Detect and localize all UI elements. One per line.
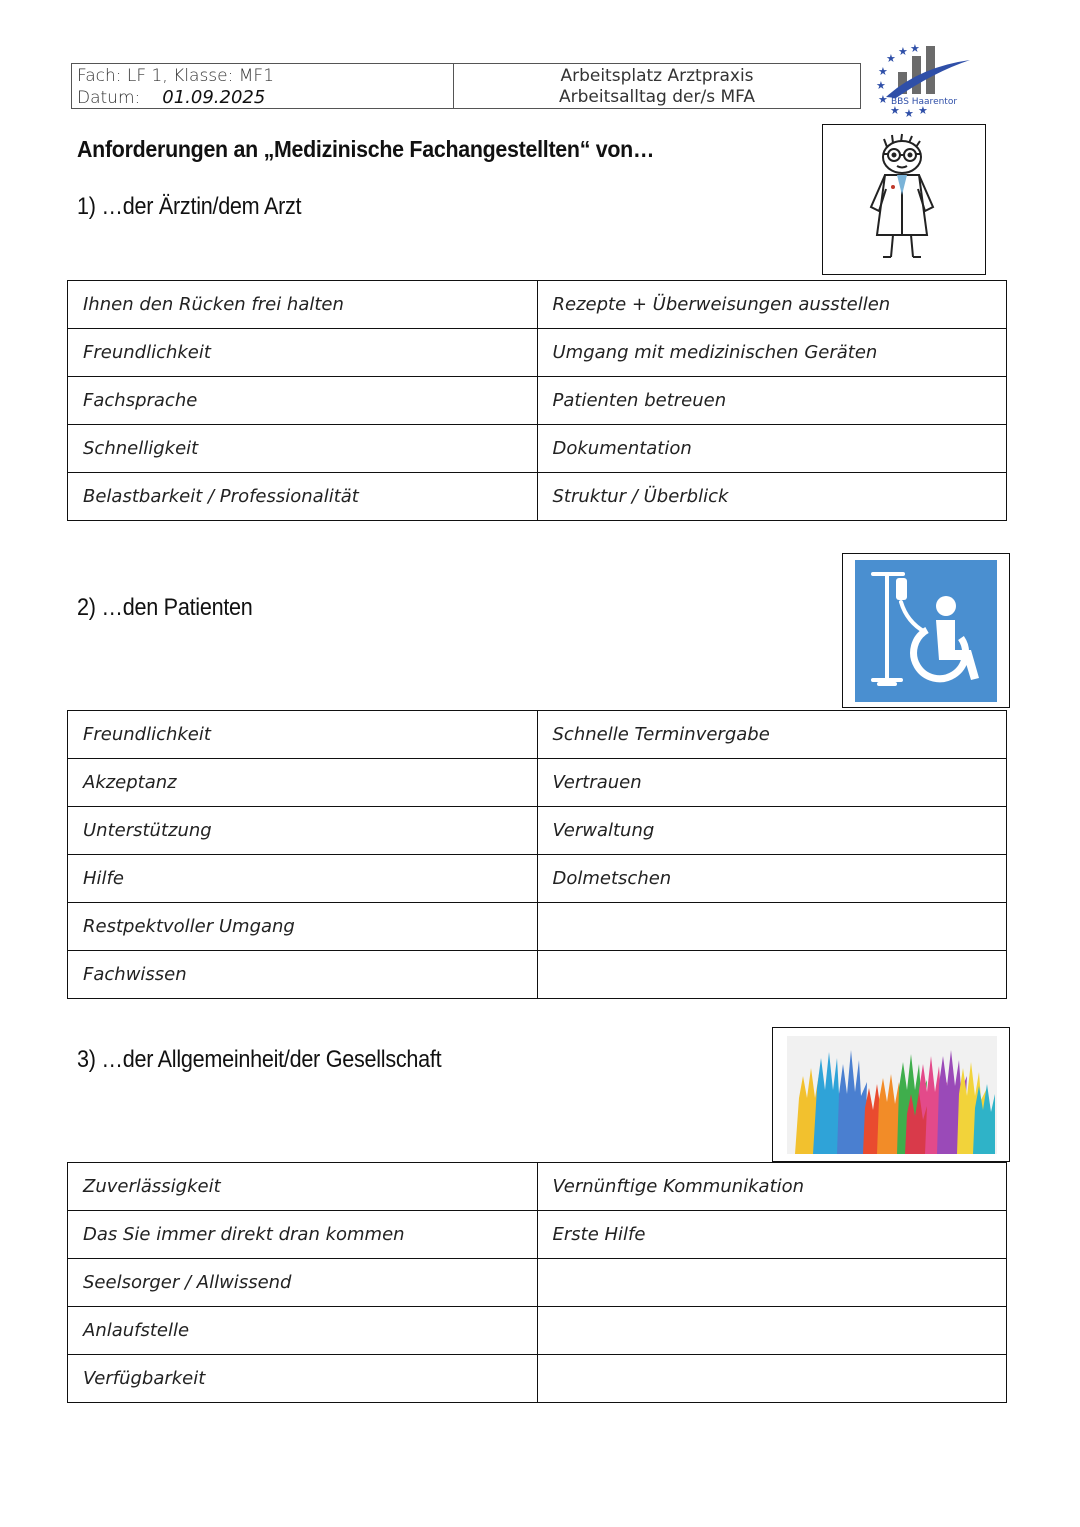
cell: Ihnen den Rücken frei halten	[68, 281, 538, 329]
cell	[537, 1307, 1007, 1355]
topic-line-2: Arbeitsalltag der/s MFA	[559, 87, 755, 107]
svg-text:★: ★	[910, 42, 920, 55]
table-row	[68, 1259, 1007, 1307]
svg-text:★: ★	[886, 52, 896, 65]
cell	[537, 903, 1007, 951]
cell: Freundlichkeit	[68, 329, 538, 377]
section-1-title: 1) …der Ärztin/dem Arzt	[77, 193, 302, 220]
cell	[537, 1259, 1007, 1307]
cell: Rezepte + Überweisungen ausstellen	[537, 281, 1007, 329]
table-row	[68, 329, 1007, 377]
header-right	[454, 64, 860, 108]
svg-text:★: ★	[878, 93, 888, 106]
svg-text:★: ★	[898, 45, 908, 58]
raised-hands-icon	[773, 1028, 1008, 1160]
svg-text:★: ★	[876, 79, 886, 92]
topic-line-1: Arbeitsplatz Arztpraxis	[560, 66, 754, 86]
section-2-title: 2) …den Patienten	[77, 594, 253, 621]
doctor-icon	[823, 125, 984, 273]
cell: Dokumentation	[537, 425, 1007, 473]
cell: Das Sie immer direkt dran kommen	[68, 1211, 538, 1259]
cell: Freundlichkeit	[68, 711, 538, 759]
cell: Hilfe	[68, 855, 538, 903]
svg-text:★: ★	[904, 107, 914, 120]
svg-text:★: ★	[890, 104, 900, 117]
table-row	[68, 711, 1007, 759]
subject-line: Fach: LF 1, Klasse: MF1	[77, 66, 275, 86]
table-row	[68, 1163, 1007, 1211]
svg-text:★: ★	[878, 65, 888, 78]
doctor-image	[822, 124, 986, 275]
svg-text:★: ★	[918, 104, 928, 117]
patient-image	[842, 553, 1010, 708]
cell: Verfügbarkeit	[68, 1355, 538, 1403]
table-row	[68, 1355, 1007, 1403]
table-doctor	[67, 280, 1007, 521]
table-patients	[67, 710, 1007, 999]
date-value: 01.09.2025	[162, 87, 266, 108]
wheelchair-iv-icon	[843, 554, 1008, 706]
cell: Dolmetschen	[537, 855, 1007, 903]
cell: Akzeptanz	[68, 759, 538, 807]
cell: Anlaufstelle	[68, 1307, 538, 1355]
cell: Schnelligkeit	[68, 425, 538, 473]
header-box	[71, 63, 861, 109]
table-row	[68, 281, 1007, 329]
cell: Restpektvoller Umgang	[68, 903, 538, 951]
cell: Patienten betreuen	[537, 377, 1007, 425]
cell: Schnelle Terminvergabe	[537, 711, 1007, 759]
cell: Vernünftige Kommunikation	[537, 1163, 1007, 1211]
cell: Erste Hilfe	[537, 1211, 1007, 1259]
cell	[537, 951, 1007, 999]
logo-text: BBS Haarentor	[891, 97, 958, 107]
cell: Fachwissen	[68, 951, 538, 999]
table-row	[68, 377, 1007, 425]
logo-graphic	[874, 42, 974, 120]
cell: Fachsprache	[68, 377, 538, 425]
cell: Unterstützung	[68, 807, 538, 855]
cell: Umgang mit medizinischen Geräten	[537, 329, 1007, 377]
main-heading: Anforderungen an „Medizinische Fachangestellten“ von…	[77, 136, 655, 162]
cell: Belastbarkeit / Professionalität	[68, 473, 538, 521]
cell: Struktur / Überblick	[537, 473, 1007, 521]
cell: Vertrauen	[537, 759, 1007, 807]
date-line	[77, 87, 448, 109]
cell: Verwaltung	[537, 807, 1007, 855]
cell: Seelsorger / Allwissend	[68, 1259, 538, 1307]
table-row	[68, 807, 1007, 855]
table-row	[68, 473, 1007, 521]
cell	[537, 1355, 1007, 1403]
society-image	[772, 1027, 1010, 1162]
header-left	[72, 64, 454, 108]
table-row	[68, 951, 1007, 999]
table-society	[67, 1162, 1007, 1403]
table-row	[68, 425, 1007, 473]
school-logo	[874, 42, 974, 120]
cell: Zuverlässigkeit	[68, 1163, 538, 1211]
table-row	[68, 903, 1007, 951]
table-row	[68, 1307, 1007, 1355]
table-row	[68, 759, 1007, 807]
table-row	[68, 1211, 1007, 1259]
date-label: Datum:	[77, 88, 141, 108]
table-row	[68, 855, 1007, 903]
section-3-title: 3) …der Allgemeinheit/der Gesellschaft	[77, 1046, 442, 1073]
